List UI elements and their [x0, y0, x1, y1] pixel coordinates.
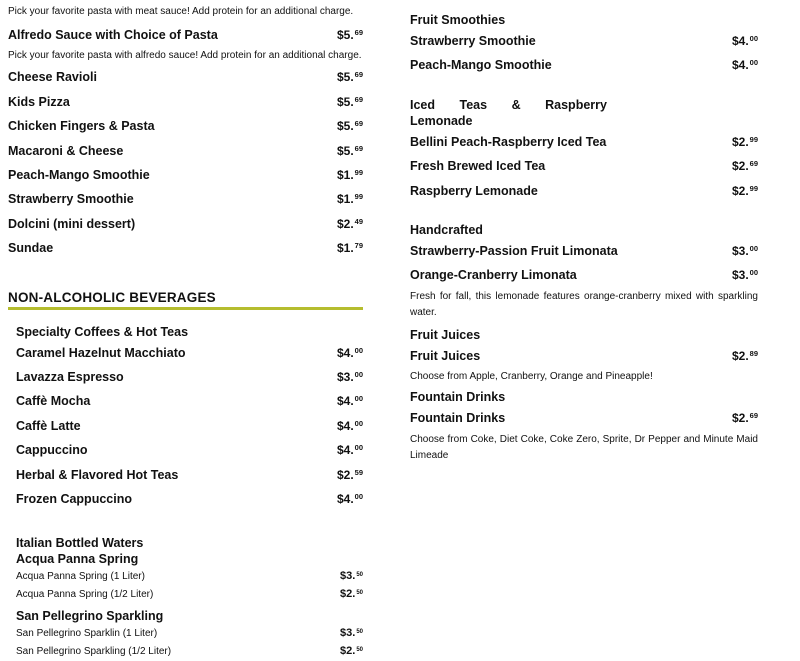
- menu-item[interactable]: [410, 129, 758, 153]
- item-name: Macaroni & Cheese: [8, 143, 124, 158]
- pasta-meat-description: Pick your favorite pasta with meat sauce! Add protein for an additional charge.: [8, 6, 354, 17]
- item-name: Orange-Cranberry Limonata: [410, 268, 577, 283]
- menu-item[interactable]: [16, 585, 363, 604]
- right-column: [410, 0, 758, 464]
- menu-item[interactable]: [8, 22, 363, 46]
- limonata-description: Fresh for fall, this lemonade features orange-cranberry mixed with sparkling water.: [410, 290, 758, 318]
- item-price: $2.69: [731, 411, 758, 426]
- item-name: Acqua Panna Spring (1 Liter): [16, 570, 145, 582]
- subgroup-heading: San Pellegrino Sparkling: [16, 608, 164, 623]
- item-name: Caramel Hazelnut Macchiato: [16, 345, 186, 360]
- group-heading: Fruit Smoothies: [410, 13, 506, 27]
- item-price: $2.50: [340, 645, 363, 657]
- item-price: $1.99: [336, 168, 363, 183]
- item-name: Herbal & Flavored Hot Teas: [16, 467, 179, 482]
- item-name: Fruit Juices: [410, 348, 481, 363]
- item-price: $4.00: [336, 418, 363, 433]
- item-name: Cappuccino: [16, 443, 88, 458]
- menu-item[interactable]: [8, 113, 363, 137]
- menu-item[interactable]: [16, 642, 363, 661]
- item-name: Frozen Cappuccino: [16, 492, 132, 507]
- item-price: $5.69: [336, 70, 363, 85]
- group-heading: Specialty Coffees & Hot Teas: [16, 324, 189, 339]
- menu-item[interactable]: [8, 235, 363, 259]
- menu-item[interactable]: [410, 405, 758, 429]
- item-price: $4.00: [336, 345, 363, 360]
- item-name: Raspberry Lemonade: [410, 183, 538, 198]
- left-column: [8, 0, 363, 661]
- item-name: Peach-Mango Smoothie: [8, 168, 150, 183]
- item-name: Caffè Mocha: [16, 394, 91, 409]
- item-price: $3.00: [336, 370, 363, 385]
- item-name: Bellini Peach-Raspberry Iced Tea: [410, 134, 607, 149]
- item-name: Kids Pizza: [8, 94, 70, 109]
- item-price: $4.00: [731, 34, 758, 48]
- coffee-section: [8, 324, 363, 661]
- item-name: Strawberry Smoothie: [8, 192, 134, 207]
- alfredo-description: Pick your favorite pasta with alfredo sauce! Add protein for an additional charge.: [8, 50, 362, 62]
- menu-item[interactable]: [16, 340, 363, 364]
- item-name: Peach-Mango Smoothie: [410, 58, 552, 73]
- menu-item[interactable]: [16, 567, 363, 586]
- item-price: $3.50: [340, 569, 363, 582]
- menu-item[interactable]: [410, 343, 758, 367]
- item-price: $1.99: [336, 192, 363, 207]
- menu-item[interactable]: [8, 64, 363, 88]
- item-price: $4.00: [336, 443, 363, 458]
- item-name: Strawberry Smoothie: [410, 34, 536, 48]
- item-name: Dolcini (mini dessert): [8, 216, 136, 231]
- menu-item[interactable]: [16, 437, 363, 461]
- subgroup-heading: Acqua Panna Spring: [16, 551, 139, 566]
- item-price: $3.00: [731, 268, 758, 283]
- item-price: $4.00: [731, 58, 758, 73]
- item-name: Chicken Fingers & Pasta: [8, 119, 155, 134]
- menu-item[interactable]: [8, 186, 363, 210]
- menu-item[interactable]: [16, 624, 363, 643]
- item-price: $5.69: [336, 94, 363, 109]
- item-price: $2.59: [336, 467, 363, 482]
- item-price: $2.99: [731, 134, 758, 149]
- item-name: Fresh Brewed Iced Tea: [410, 159, 546, 174]
- item-name: Acqua Panna Spring (1/2 Liter): [16, 589, 154, 600]
- item-price: $2.49: [336, 216, 363, 231]
- item-name: Fountain Drinks: [410, 411, 506, 426]
- menu-item[interactable]: [16, 486, 363, 510]
- item-price: $5.69: [336, 28, 363, 42]
- menu-item[interactable]: [8, 211, 363, 235]
- item-name: Strawberry-Passion Fruit Limonata: [410, 244, 618, 259]
- menu-item[interactable]: [410, 153, 758, 177]
- menu-item[interactable]: [410, 28, 758, 52]
- item-price: $5.69: [336, 119, 363, 134]
- item-price: $5.69: [336, 143, 363, 158]
- menu-item[interactable]: [16, 364, 363, 388]
- menu-item[interactable]: [410, 52, 758, 76]
- item-price: $4.00: [336, 492, 363, 507]
- item-name: Sundae: [8, 241, 54, 256]
- group-heading-line2: Lemonade: [410, 113, 473, 128]
- section-title: NON-ALCOHOLIC BEVERAGES: [8, 290, 363, 310]
- menu-item[interactable]: [8, 89, 363, 113]
- item-name: Lavazza Espresso: [16, 370, 124, 385]
- item-name: San Pellegrino Sparkling (1/2 Liter): [16, 646, 172, 657]
- item-price: $2.50: [340, 588, 363, 600]
- item-price: $1.79: [336, 241, 363, 256]
- item-price: $2.69: [731, 159, 758, 174]
- item-price: $2.99: [731, 183, 758, 198]
- item-price: $4.00: [336, 394, 363, 409]
- item-name: San Pellegrino Sparklin (1 Liter): [16, 627, 158, 639]
- group-heading: Iced Teas & Raspberry: [410, 97, 607, 112]
- item-name: Caffè Latte: [16, 418, 81, 433]
- menu-item[interactable]: [8, 138, 363, 162]
- group-heading: Fruit Juices: [410, 327, 481, 342]
- group-heading: Italian Bottled Waters: [16, 535, 144, 550]
- juice-description: Choose from Apple, Cranberry, Orange and Pineapple!: [410, 371, 653, 383]
- group-heading: Handcrafted: [410, 223, 483, 238]
- fountain-description: Choose from Coke, Diet Coke, Coke Zero, Sprite, Dr Pepper and Minute Maid Limeade: [410, 433, 758, 461]
- menu-item[interactable]: [16, 413, 363, 437]
- menu-item[interactable]: [410, 262, 758, 286]
- item-name: Cheese Ravioli: [8, 70, 97, 85]
- menu-item[interactable]: [8, 162, 363, 186]
- item-price: $3.50: [340, 626, 363, 639]
- item-price: $2.89: [731, 348, 758, 363]
- menu-item[interactable]: [410, 178, 758, 202]
- kids-items-list: [8, 64, 363, 259]
- menu-item[interactable]: [410, 238, 758, 262]
- item-name: Alfredo Sauce with Choice of Pasta: [8, 28, 218, 42]
- group-heading: Fountain Drinks: [410, 390, 506, 405]
- menu-item[interactable]: [16, 388, 363, 412]
- item-price: $3.00: [731, 244, 758, 259]
- menu-item[interactable]: [16, 462, 363, 486]
